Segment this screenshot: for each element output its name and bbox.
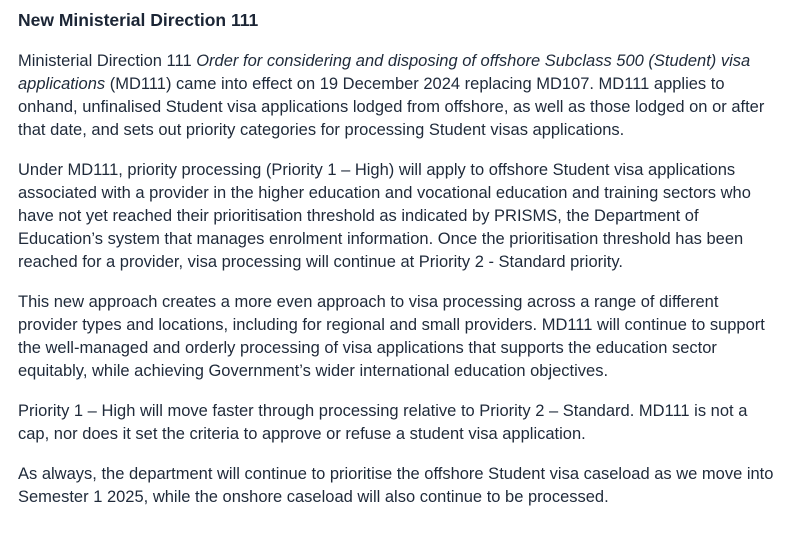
paragraph-closing: As always, the department will continue to prioritise the offshore Student visa caseload as we move into Semester 1 2025, while the onshore caseload will also continue to be processed. — [18, 465, 774, 506]
paragraph-new-approach: This new approach creates a more even approach to visa processing across a range of different provider types and locations, including for regional and small providers. MD111 will continue to support the well-managed and orderly processing of visa applications that supports the education sector equitably, while achieving Government’s wider international education objectives. — [18, 293, 765, 380]
intro-rest: (MD111) came into effect on 19 December 2024 replacing MD107. MD111 applies to onhand, unfinalised Student visa applications lodged from offshore, as well as those lodged on or after that date, and sets out priority categories for processing Student visas applications. — [18, 75, 765, 139]
paragraph-priority-comparison: Priority 1 – High will move faster through processing relative to Priority 2 – Standard. MD111 is not a cap, nor does it set the criteria to approve or refuse a student visa application. — [18, 402, 748, 443]
order-title: Order for considering and disposing of offshore Subclass 500 (Student) visa applications — [18, 52, 751, 93]
intro-lead: Ministerial Direction 111 — [18, 52, 197, 70]
paragraph-intro — [18, 50, 776, 142]
paragraph-priority-processing: Under MD111, priority processing (Priority 1 – High) will apply to offshore Student visa applications associated with a provider in the higher education and vocational education and training sectors who have not yet reached their prioritisation threshold as indicated by PRISMS, the Department of Education’s system that manages enrolment information. Once the prioritisation threshold has been reached for a provider, visa processing will continue at Priority 2 - Standard priority. — [18, 161, 751, 271]
article-title: New Ministerial Direction 111 — [18, 10, 259, 30]
